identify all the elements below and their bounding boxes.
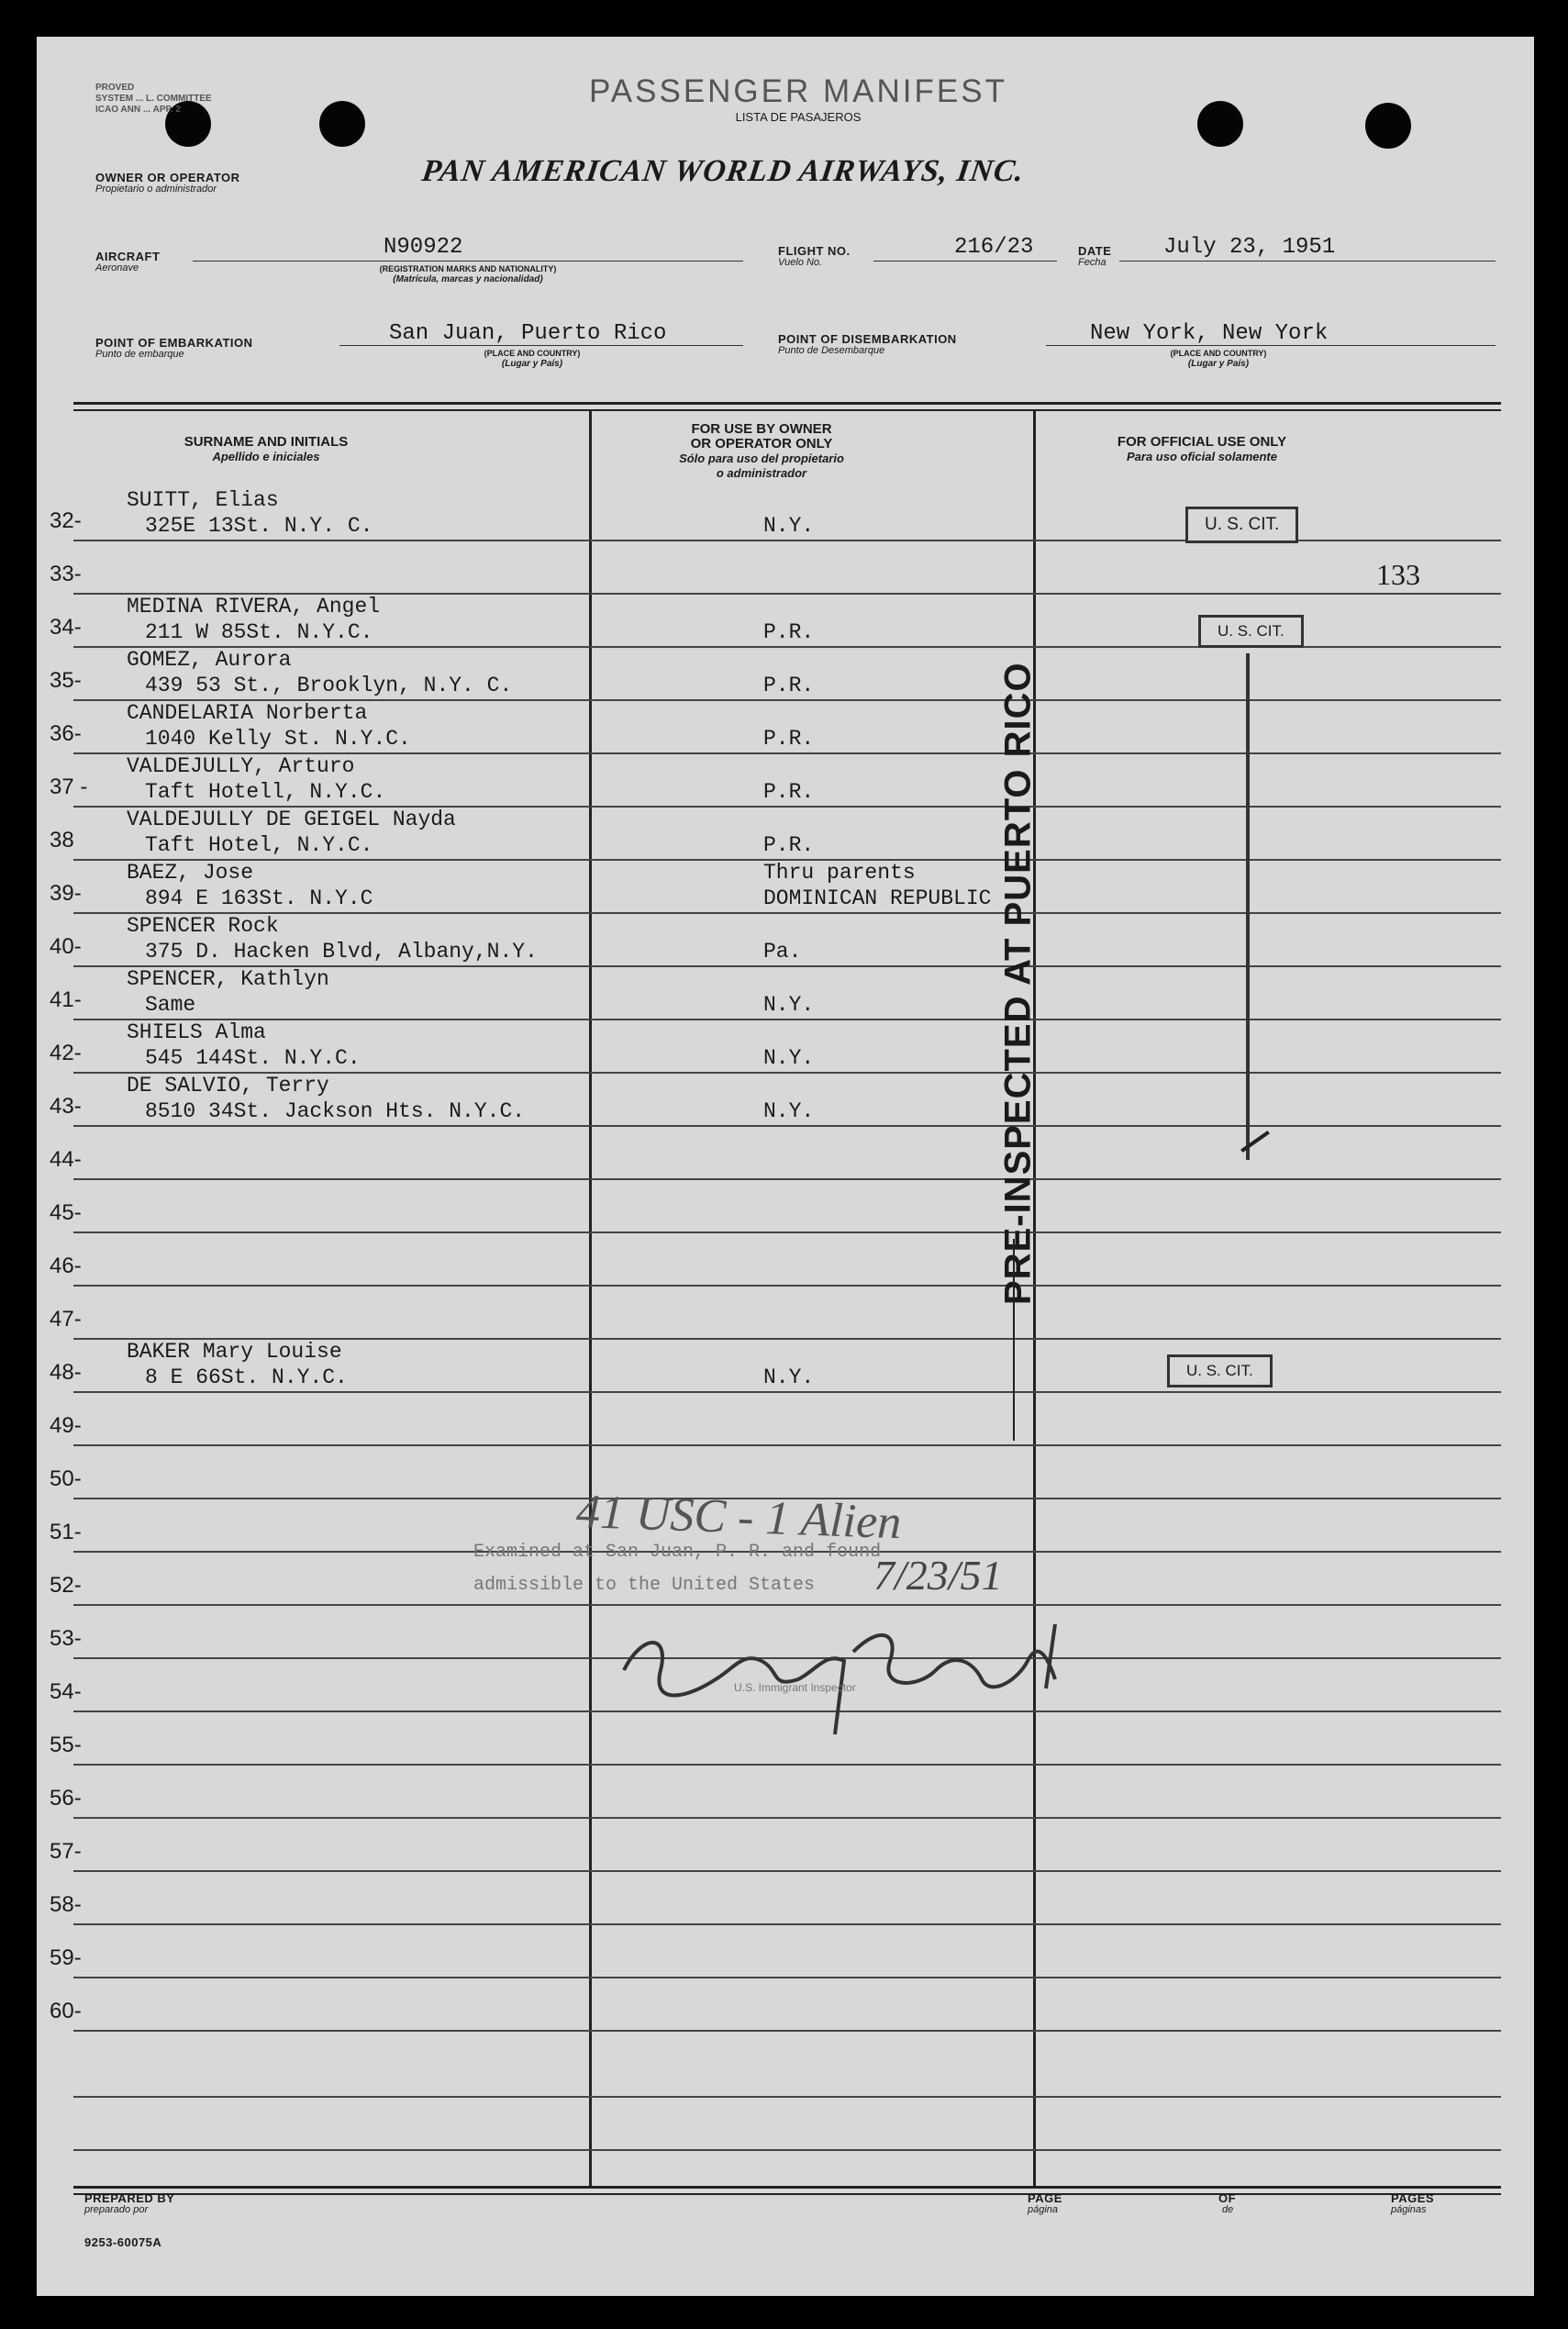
row-number: 56- bbox=[50, 1786, 82, 1811]
disembark-label: POINT OF DISEMBARKATION bbox=[778, 332, 957, 346]
row-line bbox=[73, 1444, 1501, 1446]
row-number: 39- bbox=[50, 881, 82, 906]
passenger-name: SPENCER, Kathlyn bbox=[127, 967, 329, 991]
row-line bbox=[73, 1178, 1501, 1180]
footer-rule bbox=[73, 2186, 1501, 2189]
passenger-address: Taft Hotel, N.Y.C. bbox=[145, 833, 373, 857]
passenger-address: Same bbox=[145, 993, 196, 1017]
passenger-name: SHIELS Alma bbox=[127, 1020, 266, 1044]
flight-value: 216/23 bbox=[954, 235, 1034, 260]
date-label-es: Fecha bbox=[1078, 257, 1106, 268]
row-line bbox=[73, 1391, 1501, 1393]
punch-hole bbox=[1197, 101, 1243, 147]
disembark-note-es: (Lugar y País) bbox=[1187, 359, 1250, 369]
passenger-address: Taft Hotell, N.Y.C. bbox=[145, 780, 386, 804]
operator-entry: P.R. bbox=[763, 674, 815, 697]
owner-label-es: Propietario o administrador bbox=[95, 184, 217, 195]
passenger-name: SPENCER Rock bbox=[127, 914, 279, 938]
disembark-label-es: Punto de Desembarque bbox=[778, 345, 885, 356]
of-label: OF bbox=[1218, 2191, 1237, 2205]
manifest-sheet bbox=[37, 37, 1534, 2296]
operator-entry: N.Y. bbox=[763, 993, 815, 1017]
row-number: 50- bbox=[50, 1466, 82, 1491]
exam-stamp-line1: Examined at San Juan, P. R. and found bbox=[473, 1542, 882, 1563]
embark-note-es: (Lugar y País) bbox=[501, 359, 563, 369]
prepared-label: PREPARED BY bbox=[84, 2191, 175, 2205]
row-number: 41- bbox=[50, 987, 82, 1012]
punch-hole bbox=[319, 101, 365, 147]
operator-entry: N.Y. bbox=[763, 1046, 815, 1070]
pages-label: PAGES bbox=[1391, 2191, 1435, 2205]
row-number: 48- bbox=[50, 1360, 82, 1385]
ditto-bracket-tail bbox=[1240, 1131, 1270, 1153]
row-line bbox=[73, 1923, 1501, 1925]
count-mark: 133 bbox=[1376, 558, 1420, 591]
row-number: 35- bbox=[50, 668, 82, 693]
aircraft-note-es: (Matrícula, marcas y nacionalidad) bbox=[393, 274, 543, 284]
row-number: 32- bbox=[50, 508, 82, 533]
passenger-name: GOMEZ, Aurora bbox=[127, 648, 292, 672]
embark-label-es: Punto de embarque bbox=[95, 349, 184, 360]
row-number: 33- bbox=[50, 562, 82, 586]
row-number: 52- bbox=[50, 1573, 82, 1598]
operator-entry: Pa. bbox=[763, 940, 802, 964]
form-number: 9253-60075A bbox=[84, 2235, 162, 2249]
operator-entry: P.R. bbox=[763, 780, 815, 804]
pages-label-es: páginas bbox=[1391, 2204, 1427, 2215]
passenger-address: 8 E 66St. N.Y.C. bbox=[145, 1365, 348, 1389]
row-number: 42- bbox=[50, 1041, 82, 1065]
owner-value: PAN AMERICAN WORLD AIRWAYS, INC. bbox=[419, 154, 1027, 188]
passenger-name: BAEZ, Jose bbox=[127, 861, 254, 885]
of-label-es: de bbox=[1222, 2204, 1234, 2215]
row-line bbox=[73, 1019, 1501, 1020]
exam-stamp-line2: admissible to the United States bbox=[473, 1575, 816, 1596]
operator-entry: N.Y. bbox=[763, 1365, 815, 1389]
passenger-name: VALDEJULLY, Arturo bbox=[127, 754, 355, 778]
prepared-label-es: preparado por bbox=[84, 2204, 149, 2215]
row-number: 55- bbox=[50, 1733, 82, 1757]
flight-line bbox=[873, 261, 1057, 262]
row-number: 60- bbox=[50, 1999, 82, 2023]
date-line bbox=[1119, 261, 1496, 262]
aircraft-line bbox=[193, 261, 743, 262]
aircraft-label: AIRCRAFT bbox=[95, 250, 161, 263]
aircraft-label-es: Aeronave bbox=[95, 262, 139, 273]
row-number: 37 - bbox=[50, 774, 88, 799]
disembark-note: (PLACE AND COUNTRY) bbox=[1170, 349, 1267, 358]
row-line bbox=[73, 2149, 1501, 2151]
preinspected-line bbox=[1013, 1239, 1015, 1441]
row-line bbox=[73, 1817, 1501, 1819]
operator-entry: N.Y. bbox=[763, 1099, 815, 1123]
ditto-bracket bbox=[1246, 653, 1250, 1160]
passenger-name: VALDEJULLY DE GEIGEL Nayda bbox=[127, 808, 456, 831]
passenger-name: DE SALVIO, Terry bbox=[127, 1074, 329, 1098]
us-cit-stamp: U. S. CIT. bbox=[1198, 615, 1304, 648]
passenger-address: 325E 13St. N.Y. C. bbox=[145, 514, 373, 538]
row-line bbox=[73, 1285, 1501, 1287]
approval-note: PROVED SYSTEM ... L. COMMITTEE ICAO ANN ... APP. 2 bbox=[95, 83, 212, 115]
row-number: 46- bbox=[50, 1254, 82, 1278]
row-line bbox=[73, 1231, 1501, 1233]
row-line bbox=[73, 912, 1501, 914]
passenger-address: 545 144St. N.Y.C. bbox=[145, 1046, 361, 1070]
flight-label-es: Vuelo No. bbox=[778, 257, 823, 268]
us-cit-stamp: U. S. CIT. bbox=[1167, 1354, 1273, 1387]
row-number: 59- bbox=[50, 1945, 82, 1970]
row-number: 47- bbox=[50, 1307, 82, 1332]
page-title: PASSENGER MANIFEST bbox=[589, 73, 1007, 109]
date-value: July 23, 1951 bbox=[1163, 235, 1336, 260]
passenger-address: 1040 Kelly St. N.Y.C. bbox=[145, 727, 411, 751]
passenger-address: 8510 34St. Jackson Hts. N.Y.C. bbox=[145, 1099, 526, 1123]
col-official-header: FOR OFFICIAL USE ONLY Para uso oficial solamente bbox=[1117, 434, 1287, 463]
page-label: PAGE bbox=[1028, 2191, 1062, 2205]
passenger-address: 211 W 85St. N.Y.C. bbox=[145, 620, 373, 644]
passenger-address: 439 53 St., Brooklyn, N.Y. C. bbox=[145, 674, 513, 697]
footer-rule bbox=[73, 2193, 1501, 2195]
row-line bbox=[73, 1870, 1501, 1872]
aircraft-note: (REGISTRATION MARKS AND NATIONALITY) bbox=[379, 264, 557, 273]
row-number: 49- bbox=[50, 1413, 82, 1438]
passenger-name: MEDINA RIVERA, Angel bbox=[127, 595, 381, 618]
passenger-address: 375 D. Hacken Blvd, Albany,N.Y. bbox=[145, 940, 538, 964]
row-number: 44- bbox=[50, 1147, 82, 1172]
row-number: 34- bbox=[50, 615, 82, 640]
passenger-address: 894 E 163St. N.Y.C bbox=[145, 886, 373, 910]
operator-entry: Thru parents bbox=[763, 861, 916, 885]
row-line bbox=[73, 2030, 1501, 2032]
preinspected-stamp: PRE-INSPECTED AT PUERTO RICO bbox=[997, 662, 1039, 1305]
row-number: 57- bbox=[50, 1839, 82, 1864]
page-label-es: página bbox=[1028, 2204, 1059, 2215]
header-rule bbox=[73, 402, 1501, 405]
col-surname-header: SURNAME AND INITIALS Apellido e iniciales bbox=[183, 434, 349, 463]
flight-label: FLIGHT NO. bbox=[778, 244, 851, 258]
embark-note: (PLACE AND COUNTRY) bbox=[484, 349, 581, 358]
row-number: 51- bbox=[50, 1520, 82, 1544]
inspector-signature bbox=[606, 1597, 1083, 1744]
operator-entry: DOMINICAN REPUBLIC bbox=[763, 886, 992, 910]
row-line bbox=[73, 1977, 1501, 1978]
row-number: 54- bbox=[50, 1679, 82, 1704]
embark-value: San Juan, Puerto Rico bbox=[389, 321, 667, 346]
row-number: 53- bbox=[50, 1626, 82, 1651]
passenger-name: CANDELARIA Norberta bbox=[127, 701, 368, 725]
us-cit-stamp: U. S. CIT. bbox=[1185, 507, 1298, 543]
row-number: 40- bbox=[50, 934, 82, 959]
operator-entry: P.R. bbox=[763, 727, 815, 751]
passenger-name: BAKER Mary Louise bbox=[127, 1340, 342, 1364]
operator-entry: P.R. bbox=[763, 620, 815, 644]
inspector-title: U.S. Immigrant Inspector bbox=[734, 1681, 856, 1694]
row-number: 38 bbox=[50, 828, 74, 852]
column-divider bbox=[589, 409, 592, 2186]
passenger-name: SUITT, Elias bbox=[127, 488, 279, 512]
aircraft-value: N90922 bbox=[384, 235, 463, 260]
punch-hole bbox=[1365, 103, 1411, 149]
operator-entry: P.R. bbox=[763, 833, 815, 857]
exam-date: 7/23/51 bbox=[873, 1552, 1003, 1599]
row-number: 58- bbox=[50, 1892, 82, 1917]
operator-entry: N.Y. bbox=[763, 514, 815, 538]
row-number: 43- bbox=[50, 1094, 82, 1119]
row-line bbox=[73, 1764, 1501, 1766]
header-rule bbox=[73, 409, 1501, 411]
page-title-es: LISTA DE PASAJEROS bbox=[735, 110, 862, 124]
embark-label: POINT OF EMBARKATION bbox=[95, 336, 253, 350]
owner-label: OWNER OR OPERATOR bbox=[95, 171, 240, 184]
row-line bbox=[73, 1125, 1501, 1127]
date-label: DATE bbox=[1078, 244, 1112, 258]
disembark-value: New York, New York bbox=[1090, 321, 1329, 346]
row-line bbox=[73, 2096, 1501, 2098]
handwritten-tally: 41 USC - 1 Alien bbox=[575, 1485, 903, 1550]
row-number: 45- bbox=[50, 1200, 82, 1225]
col-operator-header: FOR USE BY OWNER OR OPERATOR ONLY Sólo para uso del propietario o administrador bbox=[679, 421, 844, 480]
row-number: 36- bbox=[50, 721, 82, 746]
